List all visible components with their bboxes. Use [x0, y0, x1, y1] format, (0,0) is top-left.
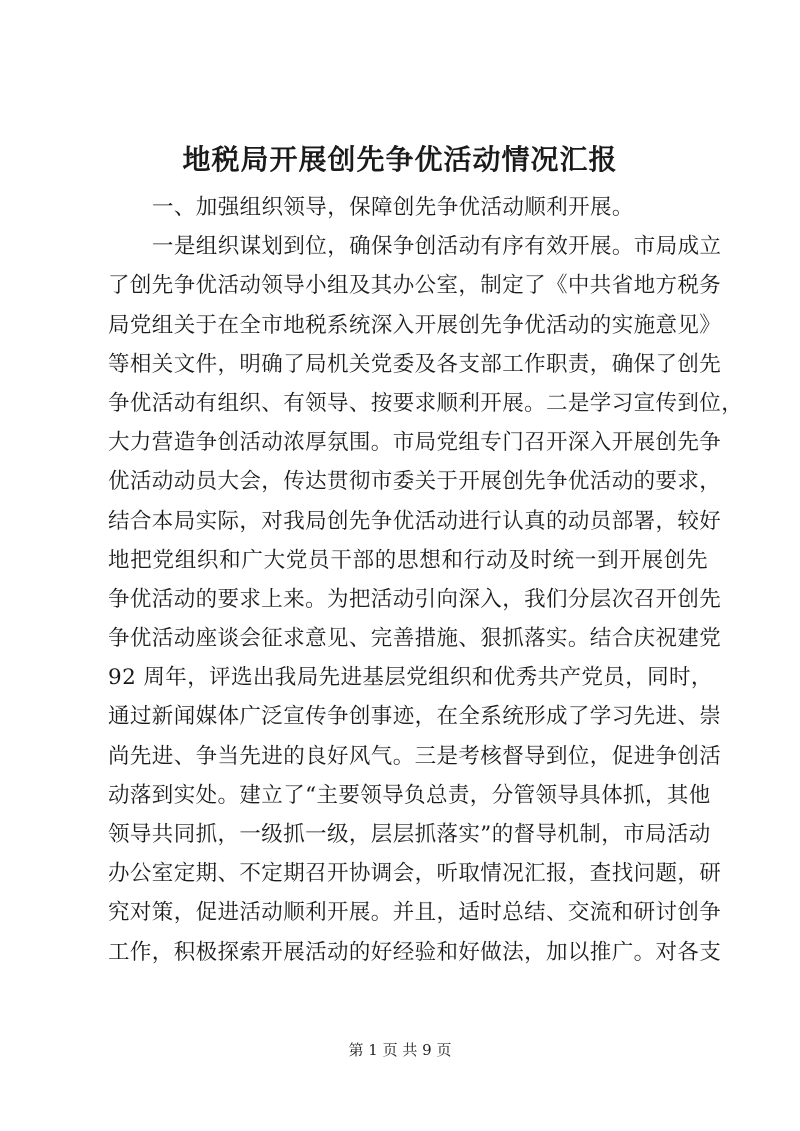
paragraph-line: 究对策，促进活动顺利开展。并且，适时总结、交流和研讨创争 [108, 900, 722, 926]
paragraph-line: 局党组关于在全市地税系统深入开展创先争优活动的实施意见》 [108, 312, 722, 338]
paragraph-line: 了创先争优活动领导小组及其办公室，制定了《中共省地方税务 [108, 273, 722, 299]
paragraph-line: 领导共同抓，一级抓一级，层层抓落实”的督导机制，市局活动 [108, 822, 711, 847]
document-title: 地税局开展创先争优活动情况汇报 [182, 143, 618, 176]
paragraph-line: 工作，积极探索开展活动的好经验和好做法，加以推广。对各支 [108, 939, 722, 965]
paragraph-line: 92 周年，评选出我局先进基层党组织和优秀共产党员，同时， [108, 665, 713, 691]
paragraph-line: 一是组织谋划到位，确保争创活动有序有效开展。市局成立 [152, 234, 722, 260]
paragraph-line: 争优活动有组织、有领导、按要求顺利开展。二是学习宣传到位， [108, 390, 744, 416]
paragraph-line: 地把党组织和广大党员干部的思想和行动及时统一到开展创先 [108, 547, 708, 573]
paragraph-line: 尚先进、争当先进的良好风气。三是考核督导到位，促进争创活 [108, 743, 722, 769]
paragraph-line: 优活动动员大会，传达贯彻市委关于开展创先争优活动的要求， [108, 469, 722, 495]
paragraph-line: 结合本局实际，对我局创先争优活动进行认真的动员部署，较好 [108, 508, 722, 534]
paragraph-line: 通过新闻媒体广泛宣传争创事迹，在全系统形成了学习先进、崇 [108, 704, 722, 730]
page-footer: 第 1 页 共 9 页 [348, 1041, 452, 1059]
paragraph-line: 争优活动座谈会征求意见、完善措施、狠抓落实。结合庆祝建党 [108, 626, 722, 652]
paragraph-line: 争优活动的要求上来。为把活动引向深入，我们分层次召开创先 [108, 586, 722, 612]
paragraph-line: 动落到实处。建立了“主要领导负总责，分管领导具体抓，其他 [108, 782, 711, 808]
paragraph-line: 办公室定期、不定期召开协调会，听取情况汇报，查找问题，研 [108, 861, 722, 887]
document-body [108, 188, 744, 972]
section-heading: 一、加强组织领导，保障创先争优活动顺利开展。 [152, 195, 634, 220]
paragraph-line: 等相关文件，明确了局机关党委及各支部工作职责，确保了创先 [108, 351, 722, 377]
paragraph-line: 大力营造争创活动浓厚氛围。市局党组专门召开深入开展创先争 [108, 430, 722, 456]
